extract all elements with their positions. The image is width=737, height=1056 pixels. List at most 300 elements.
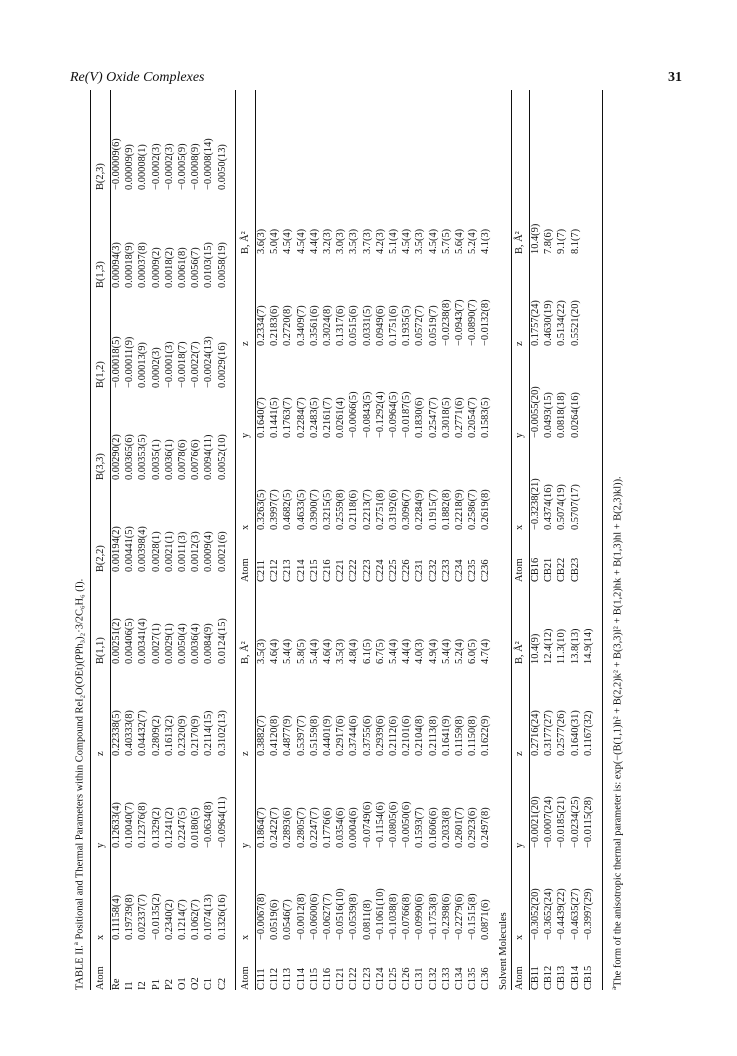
table-cell: 0.2601(7) bbox=[454, 807, 466, 848]
table-cell: 0.0009(4) bbox=[203, 531, 215, 572]
table-cell: C223 bbox=[361, 559, 373, 582]
table-cell: 10.4(9) bbox=[530, 223, 541, 254]
table-cell: 0.0949(6) bbox=[374, 305, 386, 346]
table-cell: 0.1763(7) bbox=[282, 397, 294, 438]
table-cell: 0.1640(7) bbox=[256, 397, 267, 438]
table-cell: 0.0061(8) bbox=[177, 247, 189, 288]
table-cell: −0.0055(20) bbox=[530, 386, 541, 438]
table-cell: C114 bbox=[295, 967, 307, 990]
table-cell: −0.4439(22) bbox=[556, 888, 568, 940]
table-cell: 0.00353(5) bbox=[137, 434, 149, 480]
table-cell: 0.1606(6) bbox=[427, 807, 439, 848]
table-cell: 0.0004(6) bbox=[348, 807, 360, 848]
table-cell bbox=[582, 438, 595, 530]
table-cell: 5.8(5) bbox=[295, 638, 307, 664]
table-cell: 0.00251(2) bbox=[111, 618, 122, 664]
column-header: B(1,1) bbox=[95, 637, 107, 664]
table-cell: 0.0018(2) bbox=[163, 247, 175, 288]
table-cell: 0.40333(8) bbox=[124, 710, 136, 756]
table-cell: 0.1329(2) bbox=[150, 807, 162, 848]
table-cell: −0.3052(20) bbox=[530, 888, 541, 940]
table-cell: 0.2422(7) bbox=[269, 807, 281, 848]
table-cell: C226 bbox=[401, 559, 413, 582]
table-row bbox=[479, 90, 492, 990]
table-cell: 5.1(4) bbox=[388, 228, 400, 254]
table-cell: −0.0018(7) bbox=[177, 341, 189, 388]
table-cell: 0.11158(4) bbox=[111, 894, 122, 940]
table-cell: 0.2619(8) bbox=[480, 489, 492, 530]
table-cell: 0.0084(9) bbox=[203, 623, 215, 664]
table-cell: 0.0050(4) bbox=[177, 623, 189, 664]
table-cell: 0.1062(7) bbox=[190, 899, 202, 940]
table-cell: −0.0943(7) bbox=[454, 299, 466, 346]
table-cell: P2 bbox=[163, 979, 175, 990]
table-cell: 0.1882(8) bbox=[440, 489, 452, 530]
table-cell: −0.0516(10) bbox=[335, 888, 347, 940]
table-cell: 0.2586(7) bbox=[467, 489, 479, 530]
table-cell: 0.0036(1) bbox=[163, 439, 175, 480]
table-cell: 0.0871(6) bbox=[480, 899, 492, 940]
table-cell: 0.00341(4) bbox=[137, 618, 149, 664]
table-cell: −0.0002(3) bbox=[163, 143, 175, 190]
table-cell: 0.2054(7) bbox=[467, 397, 479, 438]
table-cell: 0.1317(6) bbox=[335, 305, 347, 346]
table-cell: −0.0024(13) bbox=[203, 336, 215, 388]
rule bbox=[529, 90, 530, 990]
table-cell: CB22 bbox=[556, 557, 568, 582]
isotropic-block bbox=[237, 90, 493, 990]
table-cell: 0.1622(9) bbox=[480, 715, 492, 756]
table-cell: 0.1935(5) bbox=[401, 305, 413, 346]
table-cell: 10.4(9) bbox=[530, 633, 541, 664]
table-cell: 0.3997(7) bbox=[269, 489, 281, 530]
table-cell: C122 bbox=[348, 967, 360, 990]
table-cell: 4.0(3) bbox=[414, 638, 426, 664]
table-cell: −0.0007(24) bbox=[543, 796, 555, 848]
table-cell: 0.1830(6) bbox=[414, 397, 426, 438]
column-header: y bbox=[514, 432, 526, 438]
table-cell: 0.12376(8) bbox=[137, 802, 149, 848]
table-cell: 0.1583(5) bbox=[480, 397, 492, 438]
table-cell: 5.4(4) bbox=[440, 638, 452, 664]
column-header: z bbox=[514, 751, 526, 756]
table-cell: 0.10040(7) bbox=[124, 802, 136, 848]
table-row bbox=[321, 90, 334, 990]
table-row bbox=[334, 90, 347, 990]
table-cell: 0.0002(3) bbox=[150, 347, 162, 388]
table-cell: 0.0493(15) bbox=[543, 392, 555, 438]
table-cell: −0.0001(3) bbox=[163, 341, 175, 388]
table-cell: C225 bbox=[388, 559, 400, 582]
table-cell: −0.2279(6) bbox=[454, 893, 466, 940]
table-cell: 0.00441(5) bbox=[124, 526, 136, 572]
footnote-text: The form of the anisotropic thermal parameter is: exp(−(B(1,1)h² + B(2,2)k² + B(3,3)l² + B(1,2)hk + B(1,3)hl + B(2,3)kl)). bbox=[612, 476, 624, 987]
table-cell: −0.0634(8) bbox=[203, 801, 215, 848]
table-cell: 0.3024(8) bbox=[322, 305, 334, 346]
table-cell: C136 bbox=[480, 967, 492, 990]
table-cell: 5.4(4) bbox=[388, 638, 400, 664]
table-cell: 0.2893(6) bbox=[282, 807, 294, 848]
table-cell: 0.0519(6) bbox=[269, 899, 281, 940]
table-cell: −0.1292(4) bbox=[374, 391, 386, 438]
table-cell: 0.3018(5) bbox=[440, 397, 452, 438]
table-cell: C134 bbox=[454, 967, 466, 990]
table-row bbox=[569, 90, 582, 990]
table-cell: 0.00037(8) bbox=[137, 242, 149, 288]
table-cell: 0.2716(24) bbox=[530, 710, 541, 756]
column-header: B(2,2) bbox=[95, 545, 107, 572]
column-header: x bbox=[514, 934, 526, 940]
table-cell: 0.4877(9) bbox=[282, 715, 294, 756]
table-cell: 3.5(3) bbox=[348, 228, 360, 254]
table-cell: 0.0261(4) bbox=[335, 397, 347, 438]
table-cell: 4.6(4) bbox=[269, 638, 281, 664]
table-cell: C113 bbox=[282, 967, 294, 990]
table-cell: CB21 bbox=[543, 557, 555, 582]
column-header: z bbox=[95, 751, 107, 756]
table-cell: 0.2247(7) bbox=[308, 807, 320, 848]
table-cell: −0.00018(5) bbox=[111, 336, 122, 388]
table-cell: 0.2033(8) bbox=[440, 807, 452, 848]
table-cell: 0.3409(7) bbox=[295, 305, 307, 346]
table-row bbox=[582, 90, 595, 990]
table-cell: 0.3561(6) bbox=[308, 305, 320, 346]
table-cell: 5.4(4) bbox=[282, 638, 294, 664]
table-cell: 0.2917(6) bbox=[335, 715, 347, 756]
rule bbox=[110, 90, 111, 990]
table-row bbox=[308, 90, 321, 990]
table-row bbox=[400, 90, 413, 990]
table-cell: C216 bbox=[322, 559, 334, 582]
column-header: y bbox=[95, 842, 107, 848]
table-cell: 0.3263(5) bbox=[256, 489, 267, 530]
table-cell: 0.2340(2) bbox=[163, 899, 175, 940]
table-cell: O2 bbox=[190, 977, 202, 990]
table-row bbox=[176, 90, 189, 990]
table-cell: −0.0964(5) bbox=[388, 391, 400, 438]
table-cell: 0.0264(16) bbox=[569, 392, 581, 438]
table-cell: 0.2559(8) bbox=[335, 489, 347, 530]
rule bbox=[255, 90, 256, 990]
column-header: x bbox=[514, 524, 526, 530]
table-cell: O1 bbox=[177, 977, 189, 990]
column-header: B(3,3) bbox=[95, 453, 107, 480]
table-cell: −0.00011(9) bbox=[124, 336, 136, 388]
table-cell: I1 bbox=[124, 981, 136, 990]
table-row bbox=[255, 90, 268, 990]
table-cell bbox=[582, 254, 595, 346]
table-cell: 0.4401(9) bbox=[322, 715, 334, 756]
table-row bbox=[136, 90, 149, 990]
table-cell: 0.1074(13) bbox=[203, 894, 215, 940]
table-cell: C2 bbox=[216, 977, 228, 990]
table-cell: 0.2101(6) bbox=[401, 715, 413, 756]
table-cell bbox=[582, 90, 595, 254]
table-cell: 0.4120(8) bbox=[269, 715, 281, 756]
table-cell: 0.0354(6) bbox=[335, 807, 347, 848]
table-cell: 0.1159(8) bbox=[454, 715, 466, 756]
table-cell bbox=[582, 346, 595, 438]
table-cell: 0.1241(2) bbox=[163, 807, 175, 848]
table-cell: 0.2247(5) bbox=[177, 807, 189, 848]
table-cell: C132 bbox=[427, 967, 439, 990]
table-cell: C211 bbox=[256, 559, 267, 582]
table-cell: 0.2720(8) bbox=[282, 305, 294, 346]
table-cell: C126 bbox=[401, 967, 413, 990]
table-cell: 0.3900(7) bbox=[308, 489, 320, 530]
table-cell: 3.6(3) bbox=[256, 228, 267, 254]
table-cell: −0.0890(7) bbox=[467, 299, 479, 346]
table-row bbox=[529, 90, 542, 990]
table-cell: −0.1061(10) bbox=[374, 888, 386, 940]
table-cell: 0.0572(7) bbox=[414, 305, 426, 346]
table-row bbox=[466, 90, 479, 990]
column-header: Atom bbox=[240, 966, 252, 990]
table-cell: 0.3177(27) bbox=[543, 710, 555, 756]
table-cell: C116 bbox=[322, 967, 334, 990]
table-cell: 0.5707(17) bbox=[569, 484, 581, 530]
column-header: z bbox=[240, 751, 252, 756]
table-cell: CB14 bbox=[569, 965, 581, 990]
table-cell: 5.2(4) bbox=[454, 638, 466, 664]
table-cell: −0.0766(8) bbox=[401, 893, 413, 940]
table-cell: C224 bbox=[374, 559, 386, 582]
table-cell: −0.0238(8) bbox=[440, 299, 452, 346]
table-row bbox=[295, 90, 308, 990]
table-cell: 0.2334(7) bbox=[256, 305, 267, 346]
table-cell: 0.3096(7) bbox=[401, 489, 413, 530]
column-header: B, Å² bbox=[514, 641, 526, 664]
table-cell: 0.0027(1) bbox=[150, 623, 162, 664]
table-footnote bbox=[608, 476, 625, 990]
table-cell: −0.0964(11) bbox=[216, 796, 228, 848]
table-cell: 0.00290(2) bbox=[111, 434, 122, 480]
column-header: B, Å² bbox=[514, 231, 526, 254]
table-cell: −0.0843(5) bbox=[361, 391, 373, 438]
header-row bbox=[511, 90, 529, 990]
table-cell: 5.0(4) bbox=[269, 228, 281, 254]
table-cell: −0.0050(6) bbox=[401, 801, 413, 848]
table-row bbox=[542, 90, 555, 990]
table-cell: C221 bbox=[335, 559, 347, 582]
table-cell: 0.0811(8) bbox=[361, 899, 373, 940]
column-header: y bbox=[514, 842, 526, 848]
table-cell: 0.0076(6) bbox=[190, 439, 202, 480]
table-cell: 0.22338(5) bbox=[111, 710, 122, 756]
column-header: x bbox=[95, 934, 107, 940]
table-cell: 0.2213(7) bbox=[361, 489, 373, 530]
table-cell: 0.12633(4) bbox=[111, 802, 122, 848]
table-cell: −0.0012(8) bbox=[295, 893, 307, 940]
table-cell: CB12 bbox=[543, 965, 555, 990]
table-cell: −0.1753(8) bbox=[427, 893, 439, 940]
table-cell: −0.0005(9) bbox=[177, 143, 189, 190]
table-cell: 0.1441(5) bbox=[269, 397, 281, 438]
table-cell: −0.0067(8) bbox=[256, 893, 267, 940]
table-cell: C236 bbox=[480, 559, 492, 582]
column-header: z bbox=[240, 341, 252, 346]
table-cell: C112 bbox=[269, 967, 281, 990]
table-cell: 3.5(3) bbox=[414, 228, 426, 254]
table-cell: −0.0022(7) bbox=[190, 341, 202, 388]
header-row bbox=[92, 90, 110, 990]
table-row bbox=[281, 90, 294, 990]
table-cell: C125 bbox=[388, 967, 400, 990]
table-row bbox=[453, 90, 466, 990]
table-cell: 0.5397(7) bbox=[295, 715, 307, 756]
table-cell: C231 bbox=[414, 559, 426, 582]
table-cell: 0.3882(7) bbox=[256, 715, 267, 756]
anisotropic-block bbox=[92, 90, 229, 990]
table-cell: 4.5(4) bbox=[295, 228, 307, 254]
table-cell: 0.2218(9) bbox=[454, 489, 466, 530]
column-header: x bbox=[240, 934, 252, 940]
table-cell: 0.2170(9) bbox=[190, 715, 202, 756]
table-cell: 14.9(14) bbox=[582, 628, 594, 664]
table-cell: C123 bbox=[361, 967, 373, 990]
table-row bbox=[413, 90, 426, 990]
table-cell: 0.0094(11) bbox=[203, 434, 215, 480]
column-header: Atom bbox=[514, 558, 526, 582]
rule bbox=[235, 90, 236, 990]
rule bbox=[90, 90, 91, 990]
table-cell: 0.2284(9) bbox=[414, 489, 426, 530]
table-cell: −0.0008(14) bbox=[203, 138, 215, 190]
table-cell: 0.1640(31) bbox=[569, 710, 581, 756]
page-number: 31 bbox=[668, 70, 682, 85]
footnote-sup: a bbox=[610, 986, 618, 990]
table-cell: 8.1(7) bbox=[569, 228, 581, 254]
table-cell: −0.1038(8) bbox=[388, 893, 400, 940]
table-cell: 0.3215(5) bbox=[322, 489, 334, 530]
table-row bbox=[110, 90, 123, 990]
table-cell: CB13 bbox=[556, 965, 568, 990]
column-header: Atom bbox=[240, 558, 252, 582]
table-cell: 0.0012(3) bbox=[190, 531, 202, 572]
table-cell: −0.1515(8) bbox=[467, 893, 479, 940]
table-cell: 4.5(4) bbox=[427, 228, 439, 254]
table-cell: C115 bbox=[308, 967, 320, 990]
table-cell: C212 bbox=[269, 559, 281, 582]
table-cell: 5.6(4) bbox=[454, 228, 466, 254]
table-cell: 0.0124(15) bbox=[216, 618, 228, 664]
table-cell: 0.0515(6) bbox=[348, 305, 360, 346]
table-row bbox=[150, 90, 163, 990]
table-cell: 0.2118(6) bbox=[348, 489, 360, 530]
table-cell: 0.04432(7) bbox=[137, 710, 149, 756]
table-cell: −0.0187(5) bbox=[401, 391, 413, 438]
table-cell: 0.1757(24) bbox=[530, 300, 541, 346]
table-cell: 0.3755(6) bbox=[361, 715, 373, 756]
table-cell: 0.5521(20) bbox=[569, 300, 581, 346]
table-cell: 4.7(4) bbox=[480, 638, 492, 664]
table-cell: 0.2805(7) bbox=[295, 807, 307, 848]
table-cell: 0.5134(22) bbox=[556, 300, 568, 346]
table-cell: 0.2112(6) bbox=[388, 715, 400, 756]
table-cell: 0.00013(9) bbox=[137, 342, 149, 388]
table-cell: CB23 bbox=[569, 557, 581, 582]
table-cell: 0.1641(9) bbox=[440, 715, 452, 756]
table-cell: 0.2497(8) bbox=[480, 807, 492, 848]
table-cell: 0.0050(13) bbox=[216, 144, 228, 190]
table-cell: 0.1150(8) bbox=[467, 715, 479, 756]
table-cell: C214 bbox=[295, 559, 307, 582]
table-cell: 0.2183(6) bbox=[269, 305, 281, 346]
table-cell: 0.00194(2) bbox=[111, 526, 122, 572]
table-cell: CB11 bbox=[530, 966, 541, 990]
table-cell: −0.00009(6) bbox=[111, 138, 122, 190]
table-label-sup: a bbox=[72, 942, 80, 946]
table-cell: C234 bbox=[454, 559, 466, 582]
table-cell: 4.6(4) bbox=[322, 638, 334, 664]
table-cell: 13.8(13) bbox=[569, 628, 581, 664]
table-row bbox=[555, 90, 568, 990]
table-cell: 4.4(4) bbox=[308, 228, 320, 254]
table-cell: 0.2939(6) bbox=[374, 715, 386, 756]
column-header: z bbox=[514, 341, 526, 346]
table-cell: 0.19739(8) bbox=[124, 894, 136, 940]
table-cell: 0.00008(1) bbox=[137, 144, 149, 190]
table-cell: 0.1864(7) bbox=[256, 807, 267, 848]
table-cell: 0.0021(1) bbox=[163, 531, 175, 572]
table-cell: 7.8(6) bbox=[543, 228, 555, 254]
table-cell: −0.0002(3) bbox=[150, 143, 162, 190]
table-cell: 0.0036(4) bbox=[190, 623, 202, 664]
table-cell: −0.3652(24) bbox=[543, 888, 555, 940]
table-cell: 0.1326(16) bbox=[216, 894, 228, 940]
table-cell: −0.0749(6) bbox=[361, 801, 373, 848]
table-cell: 0.1613(2) bbox=[163, 715, 175, 756]
table-cell: −0.3238(21) bbox=[530, 478, 541, 530]
table-cell: 0.1915(7) bbox=[427, 489, 439, 530]
table-cell: −0.0990(6) bbox=[414, 893, 426, 940]
table-cell: −0.0021(20) bbox=[530, 796, 541, 848]
table-cell: 0.00406(5) bbox=[124, 618, 136, 664]
table-cell: −0.4635(27) bbox=[569, 888, 581, 940]
table-cell: 4.5(4) bbox=[282, 228, 294, 254]
table-cell: 0.2104(8) bbox=[414, 715, 426, 756]
table-cell: 0.2320(9) bbox=[177, 715, 189, 756]
table-cell: CB16 bbox=[530, 557, 541, 582]
table-cell: 0.0029(1) bbox=[163, 623, 175, 664]
table-cell: −0.0115(28) bbox=[582, 796, 594, 848]
column-header: B(2,3) bbox=[95, 163, 107, 190]
table-cell: 0.4630(19) bbox=[543, 300, 555, 346]
table-cell: 0.2113(8) bbox=[427, 715, 439, 756]
column-header: y bbox=[240, 842, 252, 848]
table-cell: 0.0546(7) bbox=[282, 899, 294, 940]
table-cell: −0.2398(6) bbox=[440, 893, 452, 940]
header-row bbox=[237, 90, 255, 990]
table-cell: 0.5159(8) bbox=[308, 715, 320, 756]
table-cell: CB15 bbox=[582, 965, 594, 990]
table-cell bbox=[582, 530, 595, 582]
table-cell: 0.4633(5) bbox=[295, 489, 307, 530]
table-cell: 5.7(5) bbox=[440, 228, 452, 254]
table-cell: C222 bbox=[348, 559, 360, 582]
table-cell: 3.0(3) bbox=[335, 228, 347, 254]
table-cell: 0.3102(13) bbox=[216, 710, 228, 756]
table-cell: P1 bbox=[150, 979, 162, 990]
table-cell: C235 bbox=[467, 559, 479, 582]
rule bbox=[602, 90, 603, 990]
table-cell: 0.0021(6) bbox=[216, 531, 228, 572]
table-caption bbox=[70, 90, 87, 990]
table-cell: −0.0185(21) bbox=[556, 796, 568, 848]
table-cell: 0.2483(5) bbox=[308, 397, 320, 438]
table-cell: Re bbox=[111, 978, 122, 990]
table-cell: 0.00094(3) bbox=[111, 242, 122, 288]
